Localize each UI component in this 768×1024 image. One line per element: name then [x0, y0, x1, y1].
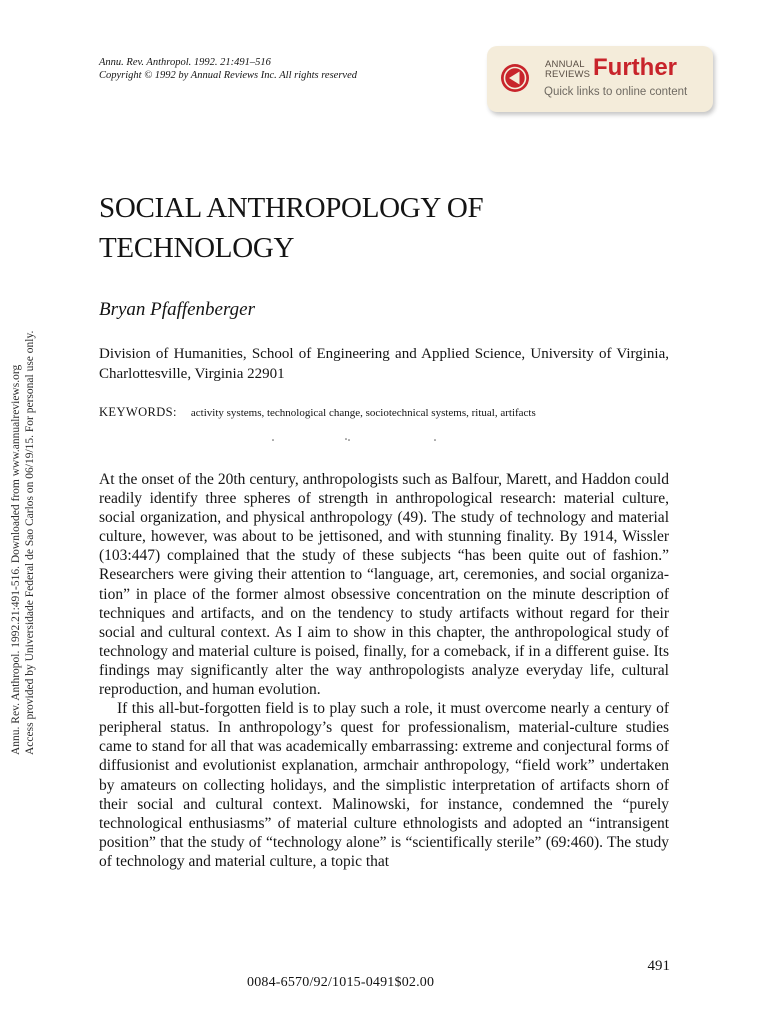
body-paragraph: At the onset of the 20th century, anthropologists such as Balfour, Marett, and Haddon could readily identify three spheres of strength in anthropological research: material culture, social organization, and physical anthropology (49). The study of technology and material culture, however, was about to be jettisoned, and with stunning finality. By 1914, Wissler (103:447) complained that the study of these subjects “has been quite out of fashion.” Researchers were giving their attention to “language, art, ceremonies, and social organization” in place of the former almost obsessive concentration on the minute description of techniques and artifacts, and on the tendency to study artifacts without regard for their social and cultural context. As I aim to show in this chapter, the anthropological study of technology and material culture is poised, finally, for a comeback, if in a different guise. Its findings may significantly alter the way anthropologists analyze everyday life, cultural reproduction, and human evolution. — [99, 471, 669, 699]
article-title — [99, 188, 483, 268]
annual-reviews-further-link[interactable] — [487, 46, 713, 112]
title-line: SOCIAL ANTHROPOLOGY OF — [99, 192, 484, 224]
author-name: Bryan Pfaffenberger — [99, 299, 256, 320]
article-body — [99, 470, 669, 871]
citation-line: Annu. Rev. Anthropol. 1992. 21:491–516 — [99, 57, 271, 68]
body-paragraph: If this all-but-forgotten field is to play such a role, it must overcome nearly a century of peripheral status. In anthropology’s quest for professionalism, material-culture studies came to stand for all that was academically embarrassing: extreme and conjectural forms of diffusionist and evolutionist explanation, armchair anthropology, “field work” undertaken by amateurs on collecting holidays, and the simplistic interpretation of artifacts shorn of their social and cultural context. Malinowski, for instance, condemned the “purely technological enthusiasms” of material culture ethnologists and adopted an “intransigent position” that the study of “technology alone” is “scientifically sterile” (69:460). The study of technology and material culture, a topic that — [99, 700, 669, 870]
keywords-line — [99, 403, 536, 421]
arrow-left-circle-icon — [500, 63, 530, 93]
keywords-label: KEYWORDS: — [99, 405, 177, 419]
further-wordmark: Further — [593, 54, 677, 81]
title-line: TECHNOLOGY — [99, 232, 295, 264]
issn-code: 0084-6570/92/1015-0491$02.00 — [247, 975, 435, 990]
copyright-line: Copyright © 1992 by Annual Reviews Inc. All rights reserved — [99, 70, 357, 81]
page-number: 491 — [647, 958, 670, 974]
keywords-list: activity systems, technological change, sociotechnical systems, ritual, artifacts — [190, 407, 536, 419]
download-watermark-line: Annu. Rev. Anthropol. 1992.21:491-516. Downloaded from www.annualreviews.org — [10, 364, 22, 755]
annual-reviews-wordmark: ANNUAL REVIEWS — [545, 59, 591, 80]
access-watermark-line: Access provided by Universidade Federal de Sao Carlos on 06/19/15. For personal use only. — [23, 330, 36, 755]
further-tagline: Quick links to online content — [544, 86, 688, 98]
author-affiliation: Division of Humanities, School of Engineering and Applied Science, University of Virginia, Charlottesville, Virginia 22901 — [99, 346, 669, 382]
journal-citation — [99, 56, 357, 82]
download-watermark — [10, 331, 37, 755]
scan-specks — [270, 437, 440, 443]
